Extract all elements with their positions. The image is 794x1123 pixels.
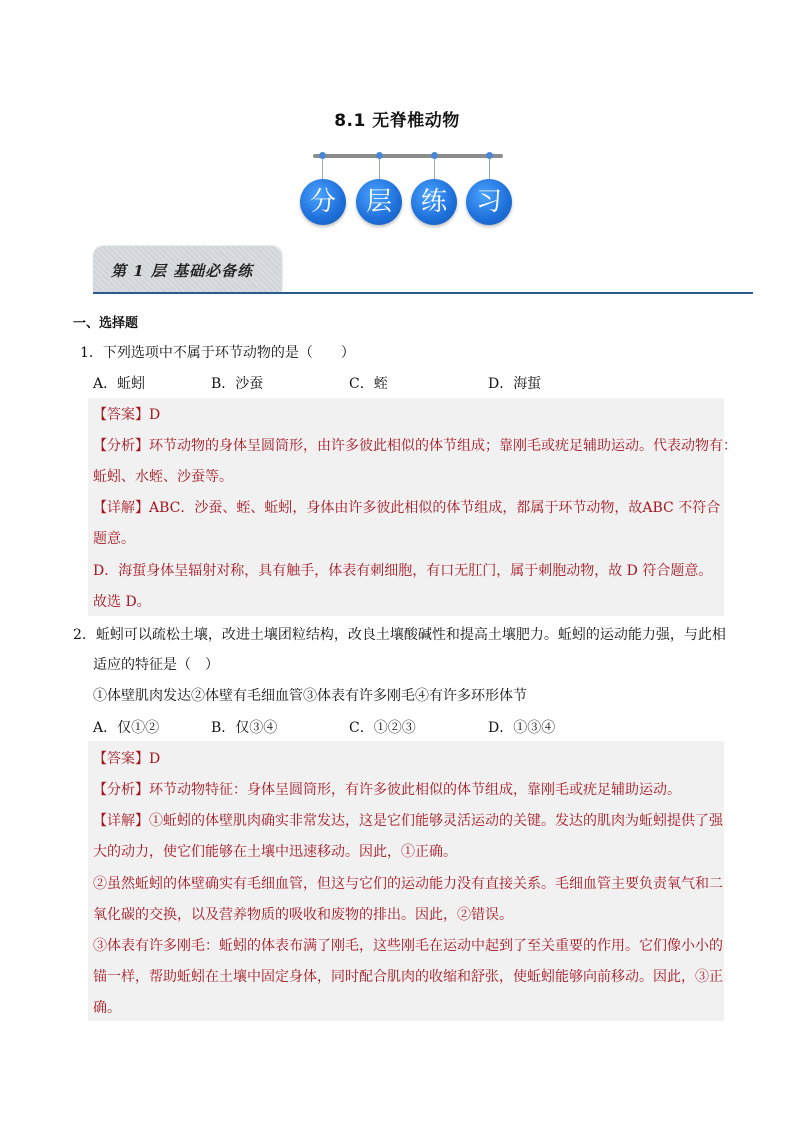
q1-detail-line: D．海蜇身体呈辐射对称，具有触手，体表有刺细胞，有口无肛门，属于刺胞动物，故 D 符合题意。 (93, 563, 713, 579)
level-tab-label: 第 1 层 基础必备练 (111, 262, 254, 280)
q1-detail-line: 【详解】ABC．沙蚕、蛭、蚯蚓，身体由许多彼此相似的体节组成，都属于环节动物，故ABC 不符合 (93, 500, 721, 516)
q2-option-b: B．仅③④ (211, 720, 278, 736)
q2-stem-line: 适应的特征是（ ） (93, 657, 219, 673)
q2-features: ①体壁肌肉发达②体壁有毛细血管③体表有许多刚毛④有许多环形体节 (93, 688, 527, 704)
q1-detail-line: 故选 D。 (93, 594, 151, 610)
banner-rail (313, 154, 503, 158)
q2-detail-line: ③体表有许多刚毛：蚯蚓的体表布满了刚毛，这些刚毛在运动中起到了至关重要的作用。它们像小小的 (93, 938, 723, 954)
q2-analysis: 【分析】环节动物特征：身体呈圆筒形，有许多彼此相似的体节组成，靠刚毛或疣足辅助运动。 (93, 782, 681, 798)
level-divider (93, 292, 753, 294)
q2-detail-line: 氧化碳的交换，以及营养物质的吸收和废物的排出。因此，②错误。 (93, 907, 513, 923)
q2-detail-line: 确。 (93, 1000, 121, 1016)
q2-option-d: D．①③④ (488, 720, 556, 736)
q1-detail-line: 题意。 (93, 531, 135, 547)
banner-stem (379, 159, 380, 179)
banner-dot (431, 152, 438, 159)
q2-option-a: A．仅①② (93, 720, 160, 736)
banner-stem (322, 159, 323, 179)
banner-dot (376, 152, 383, 159)
q2-detail-line: 锚一样，帮助蚯蚓在土壤中固定身体，同时配合肌肉的收缩和舒张，使蚯蚓能够向前移动。因此，③正 (93, 969, 723, 985)
q1-analysis-line: 【分析】环节动物的身体呈圆筒形，由许多彼此相似的体节组成；靠刚毛或疣足辅助运动。代表动物有： (93, 438, 737, 454)
q1-answer: 【答案】D (93, 407, 161, 423)
q2-answer: 【答案】D (93, 751, 161, 767)
banner-dot (319, 152, 326, 159)
banner-circle: 练 (411, 179, 457, 225)
q2-detail-line: ②虽然蚯蚓的体壁确实有毛细血管，但这与它们的运动能力没有直接关系。毛细血管主要负责氧气和二 (93, 876, 723, 892)
banner-circle: 习 (466, 179, 512, 225)
q1-option-c: C．蛭 (349, 376, 388, 392)
q1-option-d: D．海蜇 (488, 376, 542, 392)
banner-circle: 层 (356, 179, 402, 225)
banner-circle: 分 (300, 179, 346, 225)
section-title: 一、选择题 (73, 316, 139, 331)
banner-stem (434, 159, 435, 179)
q1-analysis-line: 蚯蚓、水蛭、沙蚕等。 (93, 469, 233, 485)
q2-stem-line: 2．蚯蚓可以疏松土壤，改进土壤团粒结构，改良土壤酸碱性和提高土壤肥力。蚯蚓的运动能力强，与此相 (73, 627, 726, 643)
page-title: 8.1 无脊椎动物 (334, 111, 460, 131)
level-tab (93, 246, 281, 292)
q2-option-c: C．①②③ (349, 720, 416, 736)
banner-stem (489, 159, 490, 179)
q1-option-a: A．蚯蚓 (93, 376, 146, 392)
q1-option-b: B．沙蚕 (211, 376, 264, 392)
q2-detail-line: 大的动力，使它们能够在土壤中迅速移动。因此，①正确。 (93, 844, 457, 860)
q2-detail-line: 【详解】①蚯蚓的体壁肌肉确实非常发达，这是它们能够灵活运动的关键。发达的肌肉为蚯蚓提供了强 (93, 813, 723, 829)
q1-stem: 1．下列选项中不属于环节动物的是（ ） (80, 345, 355, 361)
banner-dot (486, 152, 493, 159)
